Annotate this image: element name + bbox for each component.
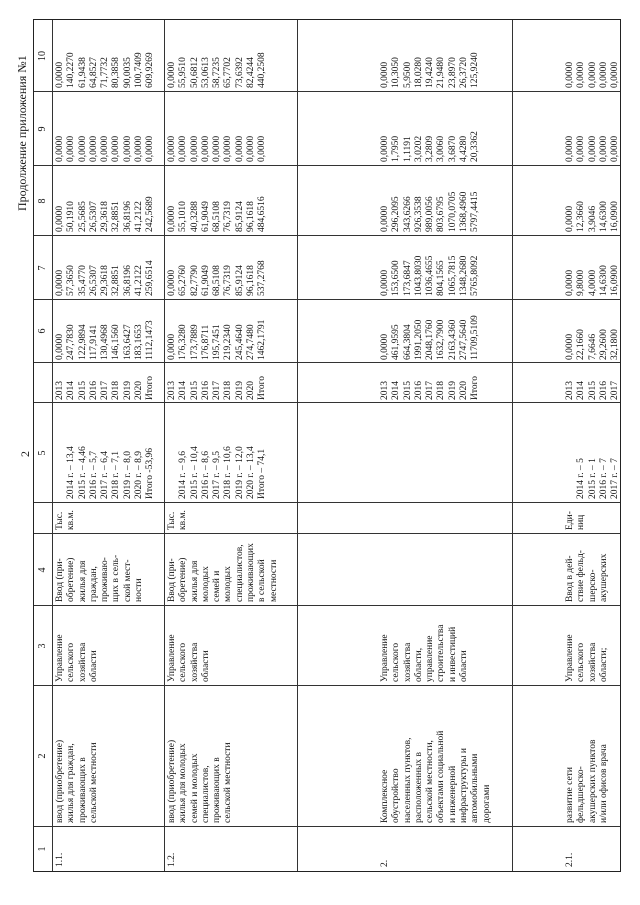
indicator-values: 2014 г. – 13,4 2015 г. – 4,46 2016 г. – 5,7 2017 г. – 6,4 2018 г. – 7,1 2019 г. – 8,0 2020 г. – 8,9 Итого -53,96 xyxy=(66,446,156,499)
indicator-values: 2014 г. – 5 2015 г. – 1 2016 г. – 7 2017 г. – 7 xyxy=(576,458,621,499)
local-funding: 0,0000 1,7950 1,1191 3,0202 3,2809 3,0060 3,6870 4,4280 20,3362 xyxy=(380,131,481,162)
total-funding: 0,0000 22,1660 7,6646 29,2600 32,1800 xyxy=(565,329,621,360)
column-number: 8 xyxy=(37,198,48,204)
local-funding: 0,0000 0,0000 0,0000 0,0000 0,0000 0,0000 0,0000 0,0000 0,0000 xyxy=(55,135,156,162)
indicator-name: Ввод в дей- ствие фельд- шерско- акушерских xyxy=(565,550,609,602)
extrabudget-funding: 0,0000 10,3050 5,9500 18,0280 19,4240 21,9480 23,8970 26,3720 125,9240 xyxy=(380,52,481,88)
column-number: 6 xyxy=(37,328,48,334)
col-divider xyxy=(34,826,620,827)
executor: Управление сельского хозяйства области xyxy=(55,634,99,682)
continuation-heading: Продолжение приложения №1 xyxy=(15,55,29,211)
appendix-table xyxy=(33,19,621,872)
page-number: 2 xyxy=(18,451,32,457)
total-funding: 0,0000 247,7830 122,9894 117,9141 130,4968 146,1560 163,6427 183,1653 1112,1473 xyxy=(55,320,156,360)
years: 2013 2014 2015 2016 2017 2018 2019 2020 Итого xyxy=(380,375,481,400)
col-divider xyxy=(34,299,620,300)
executor: Управление сельского хозяйства области; xyxy=(565,634,609,682)
col-divider xyxy=(34,502,620,503)
column-number: 3 xyxy=(37,643,48,649)
col-divider xyxy=(34,235,620,236)
extrabudget-funding: 0,0000 140,2270 61,9438 64,8527 71,7732 80,3858 90,0035 100,7409 609,9269 xyxy=(55,52,156,88)
total-funding: 0,0000 461,9595 664,3804 1991,2050 2048,1760 1632,7900 2163,4360 2747,5640 11709,5109 xyxy=(380,315,481,360)
col-divider xyxy=(34,685,620,686)
event-name: развитие сети фельдшерско- акушерских пунктов и/или офисов врача xyxy=(565,739,609,823)
col-divider xyxy=(34,402,620,403)
executor: Управление сельского хозяйства области xyxy=(167,634,211,682)
column-number: 4 xyxy=(37,567,48,573)
indicator-name: Ввод (при- обретение) жилья для граждан, проживаю- щих в сель- ской мест- ности xyxy=(55,554,145,602)
col-divider xyxy=(34,91,620,92)
extrabudget-funding: 0,0000 0,0000 0,0000 0,0000 0,0000 xyxy=(565,61,621,88)
local-funding: 0,0000 0,0000 0,0000 0,0000 0,0000 xyxy=(565,135,621,162)
federal-funding: 0,0000 153,6500 173,6847 1043,8030 1036,4655 804,1565 1065,7815 1348,2680 5765,8092 xyxy=(380,255,481,296)
col-divider xyxy=(34,605,620,606)
federal-funding: 0,0000 65,2760 82,7790 61,9049 68,5108 76,7319 85,9124 96,1618 537,2768 xyxy=(167,260,268,296)
column-number: 9 xyxy=(37,126,48,132)
years: 2013 2014 2015 2016 2017 2018 2019 2020 Итого xyxy=(167,375,268,400)
indicator-name: Ввод (при- обретение) жилья для молодых семей и молодых специалистов, проживающих в сельской местности xyxy=(167,543,279,602)
federal-funding: 0,0000 9,8000 4,0000 14,6300 16,0900 xyxy=(565,265,621,296)
column-number: 7 xyxy=(37,265,48,271)
col-divider xyxy=(34,362,620,363)
years: 2013 2014 2015 2016 2017 2018 2019 2020 Итого xyxy=(55,375,156,400)
event-name: ввод (приобретение) жилья для граждан, проживающих в сельской местности xyxy=(55,739,99,823)
row-number: 1.1. xyxy=(55,852,65,867)
regional-funding: 0,0000 296,2095 343,6266 926,3538 989,0056 803,6795 1070,0705 1368,4960 5797,4415 xyxy=(380,191,481,232)
row-number: 2.1. xyxy=(565,852,575,867)
regional-funding: 0,0000 12,3660 3,9046 14,6300 16,0900 xyxy=(565,201,621,232)
col-divider xyxy=(34,165,620,166)
col-divider xyxy=(34,533,620,534)
indicator-values: 2014 г. – 9,6 2015 г. – 10,4 2016 г. – 8,6 2017 г. – 9,5 2018 г. – 10,6 2019 г. – 12,0 2020 г. – 13,4 Итого – 74,1 xyxy=(178,446,268,499)
row-number: 1.2. xyxy=(167,852,177,867)
local-funding: 0,0000 0,0000 0,0000 0,0000 0,0000 0,0000 0,0000 0,0000 0,0000 xyxy=(167,135,268,162)
regional-funding: 0,0000 50,1910 25,5685 26,5307 29,3618 32,8851 36,8196 41,2122 242,5689 xyxy=(55,196,156,232)
years: 2013 2014 2015 2016 2017 xyxy=(565,381,621,400)
regional-funding: 0,0000 55,1010 40,3288 61,9049 68,5108 76,7319 85,9124 96,1618 484,6516 xyxy=(167,196,268,232)
federal-funding: 0,0000 57,3650 35,4770 26,5307 29,3618 32,8851 36,8196 41,2122 259,6514 xyxy=(55,260,156,296)
event-name: Комплексное обустройство населенных пунктов, расположенных в сельской местности, объектами социальной и инженерной инфраструктуры и автомобильными дорогами xyxy=(380,730,492,823)
column-number: 2 xyxy=(37,753,48,759)
row-number: 2. xyxy=(380,859,390,867)
column-number: 5 xyxy=(37,450,48,456)
event-name: ввод (приобретение) жилья для молодых семей и молодых специалистов, проживающих в сельской местности xyxy=(167,739,234,823)
row-divider xyxy=(164,20,165,871)
executor: Управление сельского хозяйства области, управление строительства и инвестиций области xyxy=(380,624,470,682)
unit: Тыс. кв.м. xyxy=(167,510,189,530)
row-divider xyxy=(52,20,53,871)
unit: Тыс. кв.м. xyxy=(55,510,77,530)
total-funding: 0,0000 176,3280 173,7889 176,8711 195,7451 219,2340 245,4640 274,7480 1462,1791 xyxy=(167,319,268,360)
row-divider xyxy=(297,20,298,871)
column-number: 1 xyxy=(37,846,48,852)
extrabudget-funding: 0,0000 55,9510 50,6812 53,0613 58,7235 65,7702 73,6392 82,4244 440,2508 xyxy=(167,52,268,88)
unit: Еди- ниц xyxy=(565,511,587,530)
row-divider xyxy=(512,20,513,871)
column-number: 10 xyxy=(37,51,48,61)
